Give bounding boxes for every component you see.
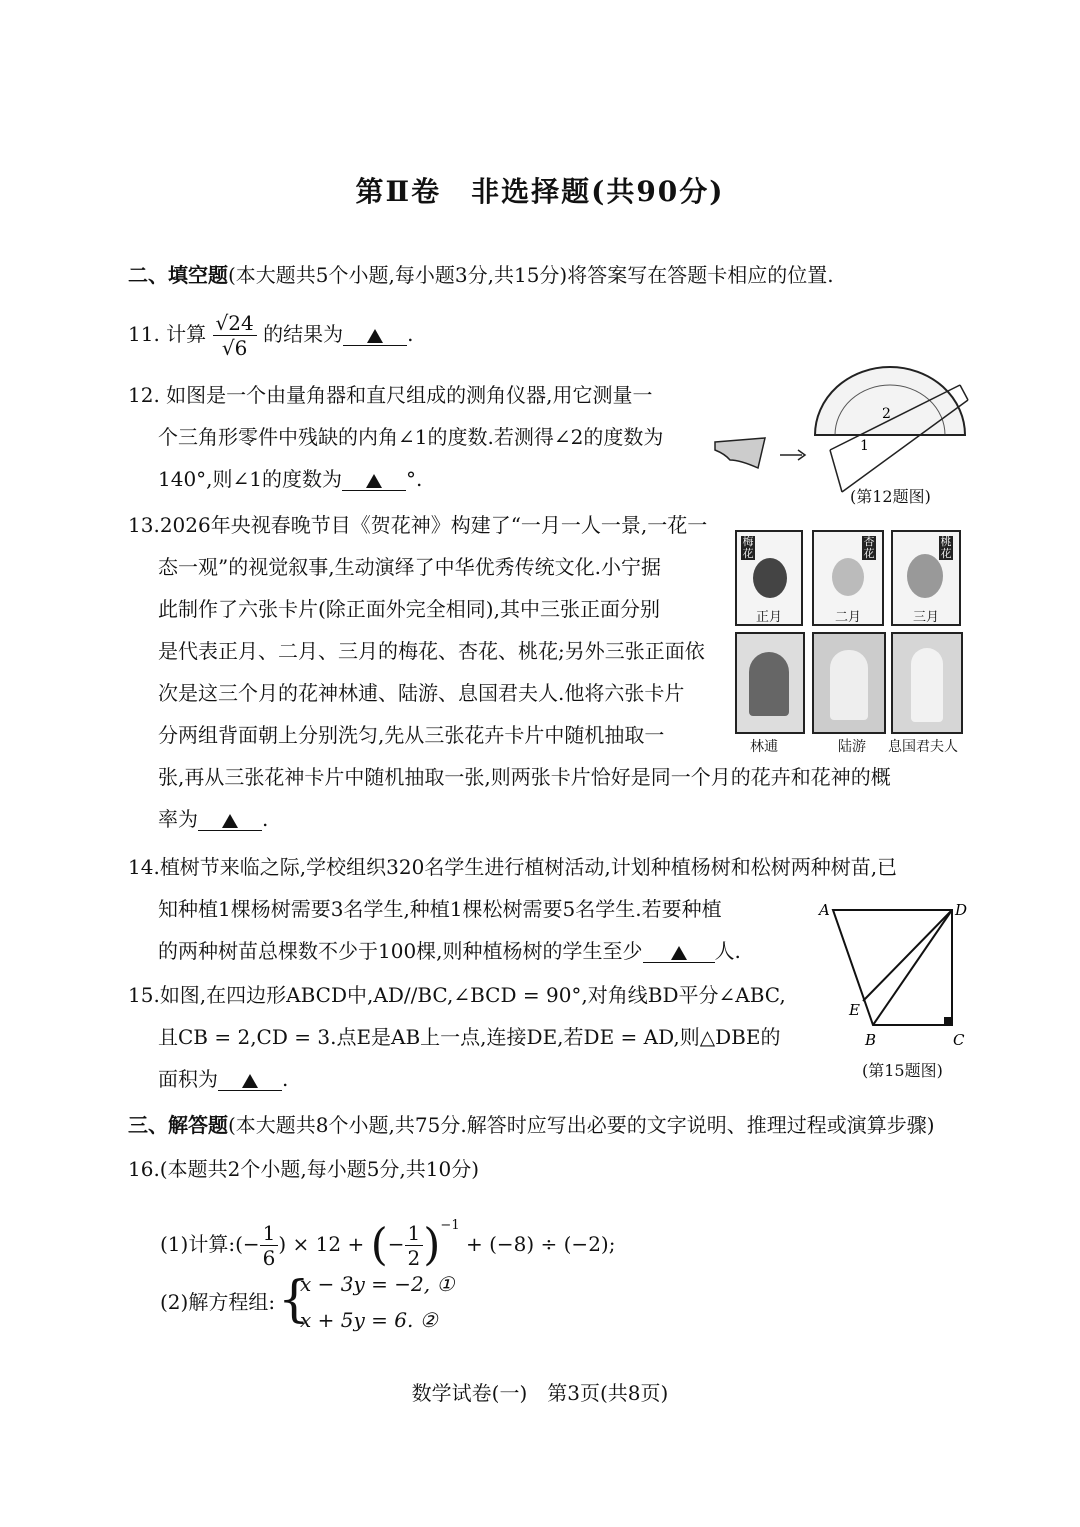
brace-icon: { (278, 1270, 310, 1328)
ruler-end (960, 385, 968, 400)
q12-line-2: 个三角形零件中残缺的内角∠1的度数.若测得∠2的度数为 (158, 425, 664, 449)
section-2-desc: (本大题共5个小题,每小题3分,共15分)将答案写在答题卡相应的位置. (228, 263, 834, 287)
q13-line-4: 是代表正月、二月、三月的梅花、杏花、桃花;另外三张正面依 (158, 639, 705, 663)
flower-god-card (891, 632, 963, 734)
god-label: 林逋 (750, 739, 778, 755)
q13-line-3: 此制作了六张卡片(除正面外完全相同),其中三张正面分别 (158, 597, 660, 621)
angle-1-label: 1 (860, 438, 869, 454)
q11-end: . (407, 322, 414, 346)
figure-image (749, 652, 789, 716)
flower-card (891, 530, 961, 626)
page-footer: 数学试卷(一) 第3页(共8页) (411, 1381, 669, 1405)
right-paren: ) (423, 1219, 441, 1271)
equation-2: x + 5y = 6. ② (300, 1308, 438, 1332)
fraction-denominator: 2 (407, 1246, 421, 1270)
triangle-icon (366, 474, 382, 488)
card-tag: 梅花 (742, 535, 754, 560)
diagonal-bd (873, 910, 952, 1025)
answer-blank[interactable] (643, 940, 715, 963)
answer-blank[interactable] (343, 323, 407, 346)
figure-12-caption: (第12题图) (850, 487, 931, 506)
q14-line-3: 的两种树苗总棵数不少于100棵,则种植杨树的学生至少 (158, 939, 643, 963)
figure-image (911, 648, 943, 722)
triangle-icon (242, 1074, 258, 1088)
flower-card (735, 530, 803, 626)
q16-p1-prefix: (1)计算:(− (160, 1232, 260, 1256)
protractor-shape (815, 367, 965, 435)
answer-blank[interactable] (198, 808, 262, 831)
god-label: 息国君夫人 (888, 739, 958, 755)
q14-line-1: 植树节来临之际,学校组织320名学生进行植树活动,计划种植杨树和松树两种树苗,已 (159, 855, 898, 879)
card-month-label: 二月 (834, 610, 861, 625)
q11-suffix: 的结果为 (263, 322, 344, 346)
flower-god-card (735, 632, 805, 734)
point-a-label: A (819, 901, 830, 919)
q16-p1-middle: ) × 12 + (278, 1232, 365, 1256)
card-month-label: 正月 (755, 610, 782, 625)
q14-number: 14. (128, 855, 160, 879)
answer-blank[interactable] (218, 1068, 282, 1091)
god-label: 陆游 (838, 739, 866, 755)
flower-image (832, 558, 864, 596)
q13-number: 13. (128, 513, 160, 537)
negative-sign: − (387, 1232, 405, 1256)
q14-line-2: 知种植1棵杨树需要3名学生,种植1棵松树需要5名学生.若要种植 (158, 897, 722, 921)
quadrilateral-figure (815, 895, 975, 1055)
q12-end: °. (406, 467, 423, 491)
q12-line-1: 如图是一个由量角器和直尺组成的测角仪器,用它测量一 (166, 383, 653, 407)
fraction-numerator: 1 (405, 1221, 424, 1246)
figure-15-caption: (第15题图) (862, 1061, 943, 1080)
fraction-numerator: 1 (260, 1221, 279, 1246)
angle-2-label: 2 (882, 406, 891, 422)
question-12 (128, 374, 663, 500)
q13-end: . (262, 807, 269, 831)
flower-card (812, 530, 884, 626)
card-month-label: 三月 (912, 610, 939, 625)
q13-line-7: 张,再从三张花神卡片中随机抽取一张,则两张卡片恰好是同一个月的花卉和花神的概 (158, 765, 891, 789)
triangle-icon (671, 946, 687, 960)
card-tag: 杏花 (863, 535, 875, 560)
q15-line-2: 且CB = 2,CD = 3.点E是AB上一点,连接DE,若DE = AD,则△DBE的 (158, 1025, 781, 1049)
q11-number: 11. (128, 322, 160, 346)
right-angle-mark (944, 1017, 952, 1025)
fraction-one-sixth (260, 1221, 279, 1270)
q13-line-5: 次是这三个月的花神林逋、陆游、息国君夫人.他将六张卡片 (158, 681, 685, 705)
section-3-desc: (本大题共8个小题,共75分.解答时应写出必要的文字说明、推理过程或演算步骤) (228, 1113, 935, 1137)
equation-1: x − 3y = −2, ① (300, 1272, 455, 1296)
q12-number: 12. (128, 383, 160, 407)
q16-p1-suffix: + (−8) ÷ (−2); (465, 1232, 616, 1256)
q15-line-1: 如图,在四边形ABCD中,AD//BC,∠BCD = 90°,对角线BD平分∠ABC, (159, 983, 786, 1007)
question-11 (128, 308, 413, 360)
answer-blank[interactable] (342, 468, 406, 491)
q13-line-1: 2026年央视春晚节目《贺花神》构建了“一月一人一景,一花一 (159, 513, 708, 537)
point-e-label: E (849, 1001, 860, 1019)
figure-image (830, 650, 868, 720)
broken-triangle-part (715, 438, 765, 468)
segment-de (863, 910, 952, 1001)
section-title: 第Ⅱ卷 非选择题(共90分) (355, 175, 725, 208)
q13-line-8: 率为 (158, 807, 198, 831)
section-2-heading (128, 254, 834, 296)
left-paren: ( (370, 1219, 388, 1271)
q11-prefix: 计算 (166, 322, 207, 346)
q16-part-1 (160, 1200, 615, 1272)
q15-end: . (282, 1067, 289, 1091)
question-14 (128, 846, 897, 972)
flower-god-card (812, 632, 886, 734)
section-2-label: 二、填空题 (128, 263, 228, 287)
q12-line-3: 140°,则∠1的度数为 (158, 467, 343, 491)
triangle-icon (367, 329, 383, 343)
flower-image (907, 554, 943, 598)
point-b-label: B (865, 1031, 877, 1049)
flower-image (753, 558, 787, 598)
section-3-label: 三、解答题 (128, 1113, 228, 1137)
section-3-heading (128, 1104, 935, 1146)
card-tag: 桃花 (940, 535, 952, 560)
q11-fraction (213, 311, 257, 360)
fraction-one-half (405, 1221, 424, 1270)
question-16-heading: 16.(本题共2个小题,每小题5分,共10分) (128, 1157, 480, 1181)
q15-number: 15. (128, 983, 160, 1007)
q15-line-3: 面积为 (158, 1067, 218, 1091)
q16-p2-prefix: (2)解方程组: (160, 1290, 276, 1314)
ruler-end (830, 450, 842, 492)
point-c-label: C (953, 1031, 965, 1049)
question-15 (128, 974, 786, 1100)
exponent: −1 (440, 1218, 460, 1233)
protractor-figure (710, 360, 980, 505)
q11-numerator: √24 (213, 311, 257, 336)
q13-line-2: 态一观”的视觉叙事,生动演绎了中华优秀传统文化.小宁据 (158, 555, 661, 579)
q13-line-6: 分两组背面朝上分别洗匀,先从三张花卉卡片中随机抽取一 (158, 723, 665, 747)
q14-end: 人. (714, 939, 741, 963)
fraction-denominator: 6 (262, 1246, 276, 1270)
q11-denominator: √6 (221, 336, 248, 360)
point-d-label: D (955, 901, 968, 919)
triangle-icon (222, 814, 238, 828)
